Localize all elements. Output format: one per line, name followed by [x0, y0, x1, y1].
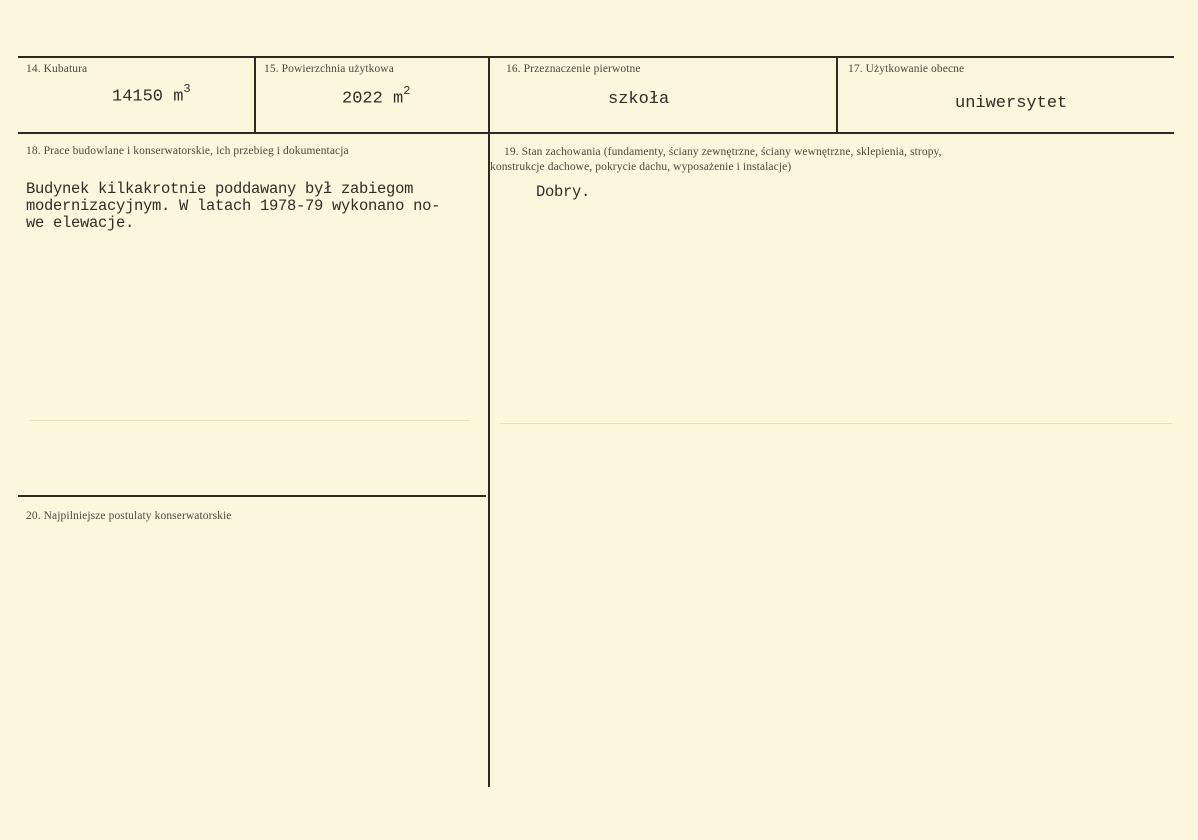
column-divider-3 — [836, 57, 838, 133]
powierzchnia-value — [342, 86, 410, 109]
uzytkowanie-value: uniwersytet — [955, 94, 1068, 113]
prace-line-2: modernizacyjnym. W latach 1978-79 wykonano no- — [26, 197, 441, 215]
prace-line-1: Budynek kilkakrotnie poddawany był zabiegom — [26, 180, 414, 198]
powierzchnia-number: 2022 m — [342, 89, 404, 109]
kubatura-number: 14150 m — [112, 87, 184, 107]
kubatura-label: 14. Kubatura — [26, 63, 88, 75]
prace-text — [26, 181, 440, 232]
row-divider-line — [18, 132, 1174, 134]
top-border-line — [18, 56, 1174, 58]
postulaty-label: 20. Najpilniejsze postulaty konserwatorskie — [26, 510, 232, 522]
prace-line-3: we elewacje. — [26, 214, 135, 232]
przeznaczenie-value: szkoła — [608, 90, 670, 109]
stan-label-line-2: konstrukcje dachowe, pokrycie dachu, wyposażenie i instalacje) — [490, 161, 792, 173]
powierzchnia-label: 15. Powierzchnia użytkowa — [264, 63, 394, 75]
kubatura-value — [112, 84, 191, 107]
faint-rule — [500, 423, 1172, 424]
uzytkowanie-label: 17. Użytkowanie obecne — [848, 63, 965, 75]
prace-label: 18. Prace budowlane i konserwatorskie, ich przebieg i dokumentacja — [26, 145, 349, 157]
section-divider-line — [18, 495, 486, 497]
przeznaczenie-label: 16. Przeznaczenie pierwotne — [506, 63, 641, 75]
faint-rule — [30, 420, 470, 421]
kubatura-exponent: 3 — [183, 82, 191, 96]
column-divider-1 — [254, 57, 256, 133]
powierzchnia-exponent: 2 — [403, 84, 411, 98]
stan-label-line-1: 19. Stan zachowania (fundamenty, ściany zewnętrzne, ściany wewnętrzne, sklepienia, stropy, — [504, 146, 942, 158]
stan-value: Dobry. — [536, 183, 591, 201]
